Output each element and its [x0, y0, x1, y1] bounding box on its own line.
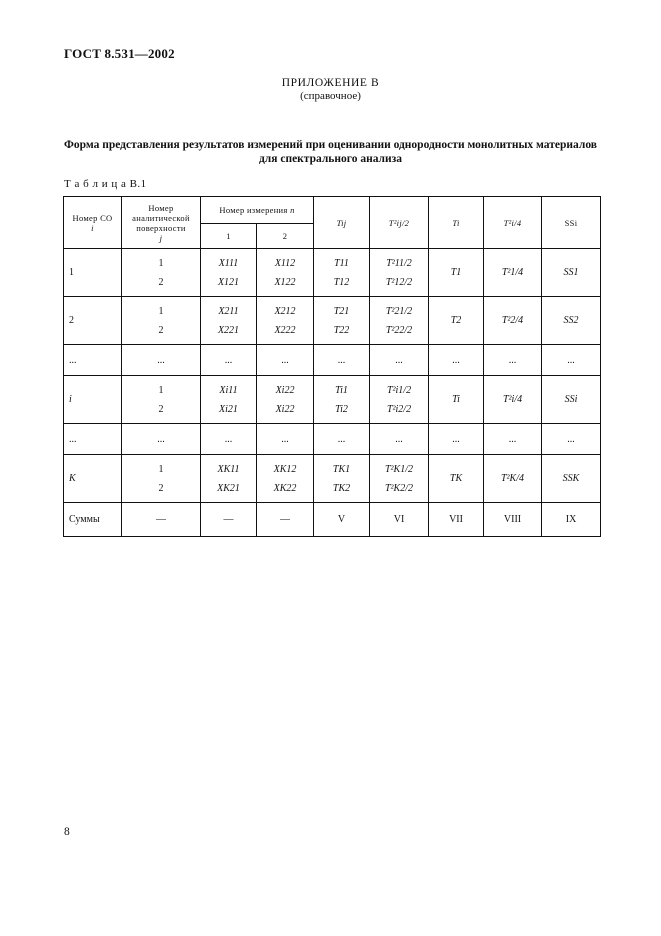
surface-value: 1: [158, 463, 164, 475]
cell-t-i: [429, 455, 484, 503]
document-code: ГОСТ 8.531—2002: [64, 46, 175, 61]
cell-surface: [122, 376, 201, 424]
sums-ix: IX: [542, 503, 601, 537]
header-co-var: i: [91, 222, 94, 233]
ellipsis-cell: ...: [257, 345, 314, 376]
cell-measure-2: [257, 249, 314, 297]
sums-vii: VII: [429, 503, 484, 537]
t-i-squared-value: T²K/4: [501, 473, 525, 484]
appendix-title: ПРИЛОЖЕНИЕ В: [281, 77, 380, 89]
t-squared-value: T²12/2: [385, 276, 413, 288]
x-value: Xi22: [275, 403, 295, 415]
table-row: [64, 376, 601, 424]
cell-measure-1: [201, 249, 257, 297]
sums-row: [64, 503, 601, 537]
cell-ss: [542, 455, 601, 503]
t-i-value: Ti: [452, 394, 460, 405]
x-value: Xi22: [275, 384, 295, 396]
cell-t-ij: [314, 376, 370, 424]
cell-measure-2: [257, 297, 314, 345]
t-value: T21: [333, 305, 350, 317]
co-value: 1: [69, 267, 74, 278]
ellipsis-cell: ...: [429, 345, 484, 376]
t-value: Ti1: [335, 384, 348, 396]
table-header-row: [64, 197, 601, 224]
x-value: XK12: [273, 463, 297, 475]
co-value: i: [69, 394, 72, 405]
header-ss-text: SSi: [564, 217, 578, 228]
cell-t-i-squared: [484, 249, 542, 297]
appendix-subtitle: (справочное): [300, 90, 361, 102]
header-co-number: [64, 197, 122, 249]
header-t-i-squared: [484, 197, 542, 249]
header-t-i-text: Ti: [452, 217, 460, 228]
x-value: X122: [274, 276, 296, 288]
x-value: XK11: [217, 463, 240, 475]
cell-t-i-squared: [484, 376, 542, 424]
header-t-ij-squared-text: T²ij/2: [388, 217, 410, 228]
header-surface-var: j: [159, 232, 163, 243]
ellipsis-cell: ...: [122, 424, 201, 455]
co-value: 2: [69, 315, 74, 326]
t-i-value: T2: [450, 315, 462, 326]
x-value: X221: [217, 324, 240, 336]
cell-co: [64, 455, 122, 503]
ellipsis-cell: ...: [542, 345, 601, 376]
t-i-value: TK: [449, 473, 463, 484]
ss-value: SSi: [564, 394, 578, 405]
cell-ss: [542, 376, 601, 424]
cell-measure-1: [201, 455, 257, 503]
page-number: 8: [64, 826, 70, 838]
cell-t-i: [429, 297, 484, 345]
ellipsis-cell: ...: [370, 424, 429, 455]
cell-co: [64, 297, 122, 345]
ellipsis-cell: ...: [201, 424, 257, 455]
ss-value: SS2: [563, 315, 579, 326]
x-value: XK21: [217, 482, 240, 494]
cell-t-i-squared: [484, 297, 542, 345]
t-value: TK2: [332, 482, 351, 494]
surface-value: 2: [158, 276, 164, 288]
cell-measure-1: [201, 376, 257, 424]
ellipsis-cell: ...: [122, 345, 201, 376]
cell-t-ij-squared: [370, 455, 429, 503]
form-heading: [60, 138, 601, 166]
t-squared-value: T²i2/2: [386, 403, 412, 415]
cell-ss: [542, 297, 601, 345]
cell-co: [64, 376, 122, 424]
t-squared-value: T²11/2: [386, 257, 412, 269]
header-surface-number: [122, 197, 201, 249]
x-value: Xi11: [219, 384, 238, 396]
ellipsis-row: [64, 424, 601, 455]
x-value: X211: [218, 305, 239, 317]
ellipsis-cell: ...: [484, 424, 542, 455]
ss-value: SSK: [562, 473, 580, 484]
ss-value: SS1: [563, 267, 579, 278]
table-row: [64, 455, 601, 503]
header-surface-label: Номер аналитической поверхности: [132, 202, 190, 233]
header-measurement-number: [201, 197, 314, 224]
x-value: Xi21: [219, 403, 238, 415]
cell-measure-2: [257, 455, 314, 503]
t-squared-value: T²21/2: [385, 305, 413, 317]
ellipsis-cell: ...: [314, 424, 370, 455]
x-value: X112: [274, 257, 296, 269]
ellipsis-cell: ...: [370, 345, 429, 376]
sums-vi: VI: [370, 503, 429, 537]
form-heading-line-2: для спектрального анализа: [258, 153, 402, 165]
ellipsis-cell: ...: [429, 424, 484, 455]
t-i-squared-value: T²2/4: [501, 315, 524, 326]
t-value: TK1: [332, 463, 351, 475]
table-row: [64, 297, 601, 345]
cell-surface: [122, 455, 201, 503]
surface-value: 2: [158, 324, 164, 336]
header-measurement-1: 1: [201, 224, 257, 249]
ellipsis-cell: ...: [201, 345, 257, 376]
x-value: X121: [217, 276, 240, 288]
t-i-squared-value: T²i/4: [502, 394, 523, 405]
t-i-value: T1: [450, 267, 462, 278]
header-t-ij-text: Tij: [336, 217, 347, 228]
cell-measure-2: [257, 376, 314, 424]
t-value: T12: [333, 276, 350, 288]
header-measurement-label: Номер измерения: [219, 205, 288, 215]
t-squared-value: T²i1/2: [386, 384, 412, 396]
table-row: [64, 249, 601, 297]
measurement-table: [63, 196, 601, 537]
cell-t-ij-squared: [370, 249, 429, 297]
cell-surface: [122, 249, 201, 297]
t-value: T22: [333, 324, 350, 336]
header-co-label: Номер СО: [72, 212, 113, 223]
header-measurement-2: 2: [257, 224, 314, 249]
surface-value: 2: [158, 482, 164, 494]
co-value: K: [69, 473, 76, 484]
ellipsis-cell: ...: [484, 345, 542, 376]
sums-v: V: [314, 503, 370, 537]
sums-dash: —: [122, 503, 201, 537]
header-measurement-var: n: [290, 205, 295, 215]
x-value: X222: [274, 324, 296, 336]
cell-t-i-squared: [484, 455, 542, 503]
header-ss: [542, 197, 601, 249]
cell-t-i: [429, 376, 484, 424]
sums-label: Суммы: [64, 503, 122, 537]
ellipsis-cell: ...: [64, 424, 122, 455]
sums-viii: VIII: [484, 503, 542, 537]
header-t-ij: [314, 197, 370, 249]
surface-value: 1: [158, 305, 164, 317]
ellipsis-cell: ...: [542, 424, 601, 455]
t-value: T11: [334, 257, 349, 269]
table-label: Т а б л и ц а В.1: [64, 178, 147, 190]
ellipsis-cell: ...: [257, 424, 314, 455]
cell-co: [64, 249, 122, 297]
t-squared-value: T²K1/2: [385, 463, 414, 475]
ellipsis-cell: ...: [314, 345, 370, 376]
x-value: XK22: [273, 482, 297, 494]
header-t-i: [429, 197, 484, 249]
cell-t-ij: [314, 297, 370, 345]
ellipsis-cell: ...: [64, 345, 122, 376]
cell-t-ij-squared: [370, 376, 429, 424]
cell-t-ij-squared: [370, 297, 429, 345]
cell-t-ij: [314, 249, 370, 297]
t-squared-value: T²22/2: [385, 324, 413, 336]
t-squared-value: T²K2/2: [385, 482, 414, 494]
cell-t-i: [429, 249, 484, 297]
surface-value: 1: [158, 257, 164, 269]
surface-value: 2: [158, 403, 164, 415]
cell-ss: [542, 249, 601, 297]
sums-dash: —: [201, 503, 257, 537]
cell-surface: [122, 297, 201, 345]
t-value: Ti2: [335, 403, 348, 415]
surface-value: 1: [158, 384, 164, 396]
sums-dash: —: [257, 503, 314, 537]
header-t-i-squared-text: T²i/4: [503, 217, 522, 228]
header-t-ij-squared: [370, 197, 429, 249]
x-value: X111: [218, 257, 239, 269]
cell-t-ij: [314, 455, 370, 503]
cell-measure-1: [201, 297, 257, 345]
t-i-squared-value: T²1/4: [501, 267, 524, 278]
ellipsis-row: [64, 345, 601, 376]
x-value: X212: [274, 305, 296, 317]
form-heading-line-1: Форма представления результатов измерений при оценивании однородности монолитных материалов: [63, 139, 598, 151]
